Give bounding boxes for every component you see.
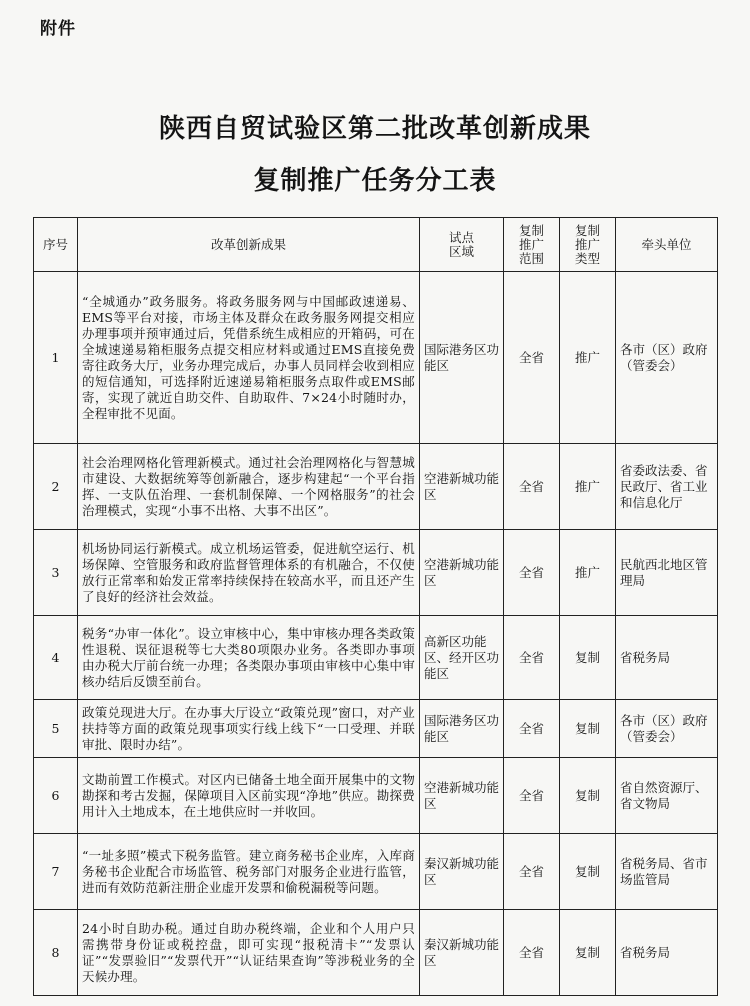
row-pilot-area: 高新区功能区、经开区功能区 (420, 616, 504, 700)
table-row (34, 444, 718, 530)
row-pilot-area: 空港新城功能区 (420, 444, 504, 530)
row-lead-unit: 省自然资源厅、省文物局 (616, 758, 718, 834)
row-pilot-area: 秦汉新城功能区 (420, 834, 504, 910)
row-type: 复制 (560, 616, 616, 700)
table-row (34, 834, 718, 910)
row-index: 3 (34, 530, 78, 616)
header-lead-unit: 牵头单位 (616, 218, 718, 272)
row-lead-unit: 各市（区）政府（管委会） (616, 272, 718, 444)
table-header-row (34, 218, 718, 272)
row-achievement: 政策兑现进大厅。在办事大厅设立“政策兑现”窗口，对产业扶持等方面的政策兑现事项实行线上线下“一口受理、并联审批、限时办结”。 (78, 700, 420, 758)
row-type: 复制 (560, 758, 616, 834)
row-index: 8 (34, 910, 78, 996)
row-achievement: 24小时自助办税。通过自助办税终端，企业和个人用户只需携带身份证或税控盘，即可实现“报税清卡”“发票认证”“发票验旧”“发票代开”“认证结果查询”等涉税业务的全天候办理。 (78, 910, 420, 996)
row-pilot-area: 秦汉新城功能区 (420, 910, 504, 996)
row-pilot-area: 空港新城功能区 (420, 758, 504, 834)
header-pilot-area: 试点 区域 (420, 218, 504, 272)
row-index: 4 (34, 616, 78, 700)
document-title: 陕西自贸试验区第二批改革创新成果 (158, 114, 591, 144)
row-index: 5 (34, 700, 78, 758)
table-row (34, 700, 718, 758)
table-row (34, 758, 718, 834)
row-type: 推广 (560, 444, 616, 530)
row-scope: 全省 (504, 700, 560, 758)
row-type: 复制 (560, 700, 616, 758)
row-lead-unit: 省委政法委、省民政厅、省工业和信息化厅 (616, 444, 718, 530)
row-achievement: 机场协同运行新模式。成立机场运管委，促进航空运行、机场保障、空管服务和政府监督管理体系的有机融合，不仅使放行正常率和始发正常率持续保持在较高水平，而且还产生了良好的经济社会效益。 (78, 530, 420, 616)
row-achievement: 税务“办审一体化”。设立审核中心，集中审核办理各类政策性退税、误征退税等七大类80项限办业务。各类即办事项由办税大厅前台统一办理；各类限办事项由审核中心集中审核办结后反馈至前台。 (78, 616, 420, 700)
row-scope: 全省 (504, 834, 560, 910)
header-achievement: 改革创新成果 (78, 218, 420, 272)
header-type: 复制 推广 类型 (560, 218, 616, 272)
row-scope: 全省 (504, 616, 560, 700)
row-index: 7 (34, 834, 78, 910)
header-scope: 复制 推广 范围 (504, 218, 560, 272)
table-row (34, 272, 718, 444)
row-pilot-area: 空港新城功能区 (420, 530, 504, 616)
row-lead-unit: 民航西北地区管理局 (616, 530, 718, 616)
row-achievement: 社会治理网格化管理新模式。通过社会治理网格化与智慧城市建设、大数据统筹等创新融合，逐步构建起“一个平台指挥、一支队伍治理、一套机制保障、一个网格服务”的社会治理模式，实现“小事不出格、大事不出区”。 (78, 444, 420, 530)
row-achievement: “一址多照”模式下税务监管。建立商务秘书企业库，入库商务秘书企业配合市场监管、税务部门对服务企业进行监管，进而有效防范新注册企业虚开发票和偷税漏税等问题。 (78, 834, 420, 910)
table-row (34, 910, 718, 996)
task-table (33, 217, 718, 996)
row-achievement: 文勘前置工作模式。对区内已储备土地全面开展集中的文物勘探和考古发掘，保障项目入区前实现“净地”供应。勘探费用计入土地成本，在土地供应时一并收回。 (78, 758, 420, 834)
table-row (34, 530, 718, 616)
row-lead-unit: 省税务局、省市场监管局 (616, 834, 718, 910)
row-scope: 全省 (504, 444, 560, 530)
document-subtitle: 复制推广任务分工表 (253, 166, 497, 196)
row-type: 推广 (560, 530, 616, 616)
row-lead-unit: 省税务局 (616, 616, 718, 700)
row-lead-unit: 各市（区）政府（管委会） (616, 700, 718, 758)
row-index: 1 (34, 272, 78, 444)
row-pilot-area: 国际港务区功能区 (420, 700, 504, 758)
row-scope: 全省 (504, 272, 560, 444)
row-scope: 全省 (504, 530, 560, 616)
table-row (34, 616, 718, 700)
row-scope: 全省 (504, 758, 560, 834)
row-index: 2 (34, 444, 78, 530)
row-type: 复制 (560, 834, 616, 910)
row-scope: 全省 (504, 910, 560, 996)
row-type: 推广 (560, 272, 616, 444)
row-index: 6 (34, 758, 78, 834)
header-index: 序号 (34, 218, 78, 272)
row-pilot-area: 国际港务区功能区 (420, 272, 504, 444)
row-type: 复制 (560, 910, 616, 996)
row-lead-unit: 省税务局 (616, 910, 718, 996)
row-achievement: “全城通办”政务服务。将政务服务网与中国邮政速递易、EMS等平台对接，市场主体及群众在政务服务网提交相应办理事项并预审通过后，凭借系统生成相应的开箱码，可在全城速递易箱柜服务点提交相应材料或通过EMS直接免费寄往政务大厅，业务办理完成后，办事人员同样会收到相应的短信通知，可选择附近速递易箱柜服务点取件或EMS邮寄，实现了就近自助交件、自助取件、7×24小时随时办，全程审批不见面。 (78, 272, 420, 444)
attachment-label: 附件 (40, 19, 76, 39)
